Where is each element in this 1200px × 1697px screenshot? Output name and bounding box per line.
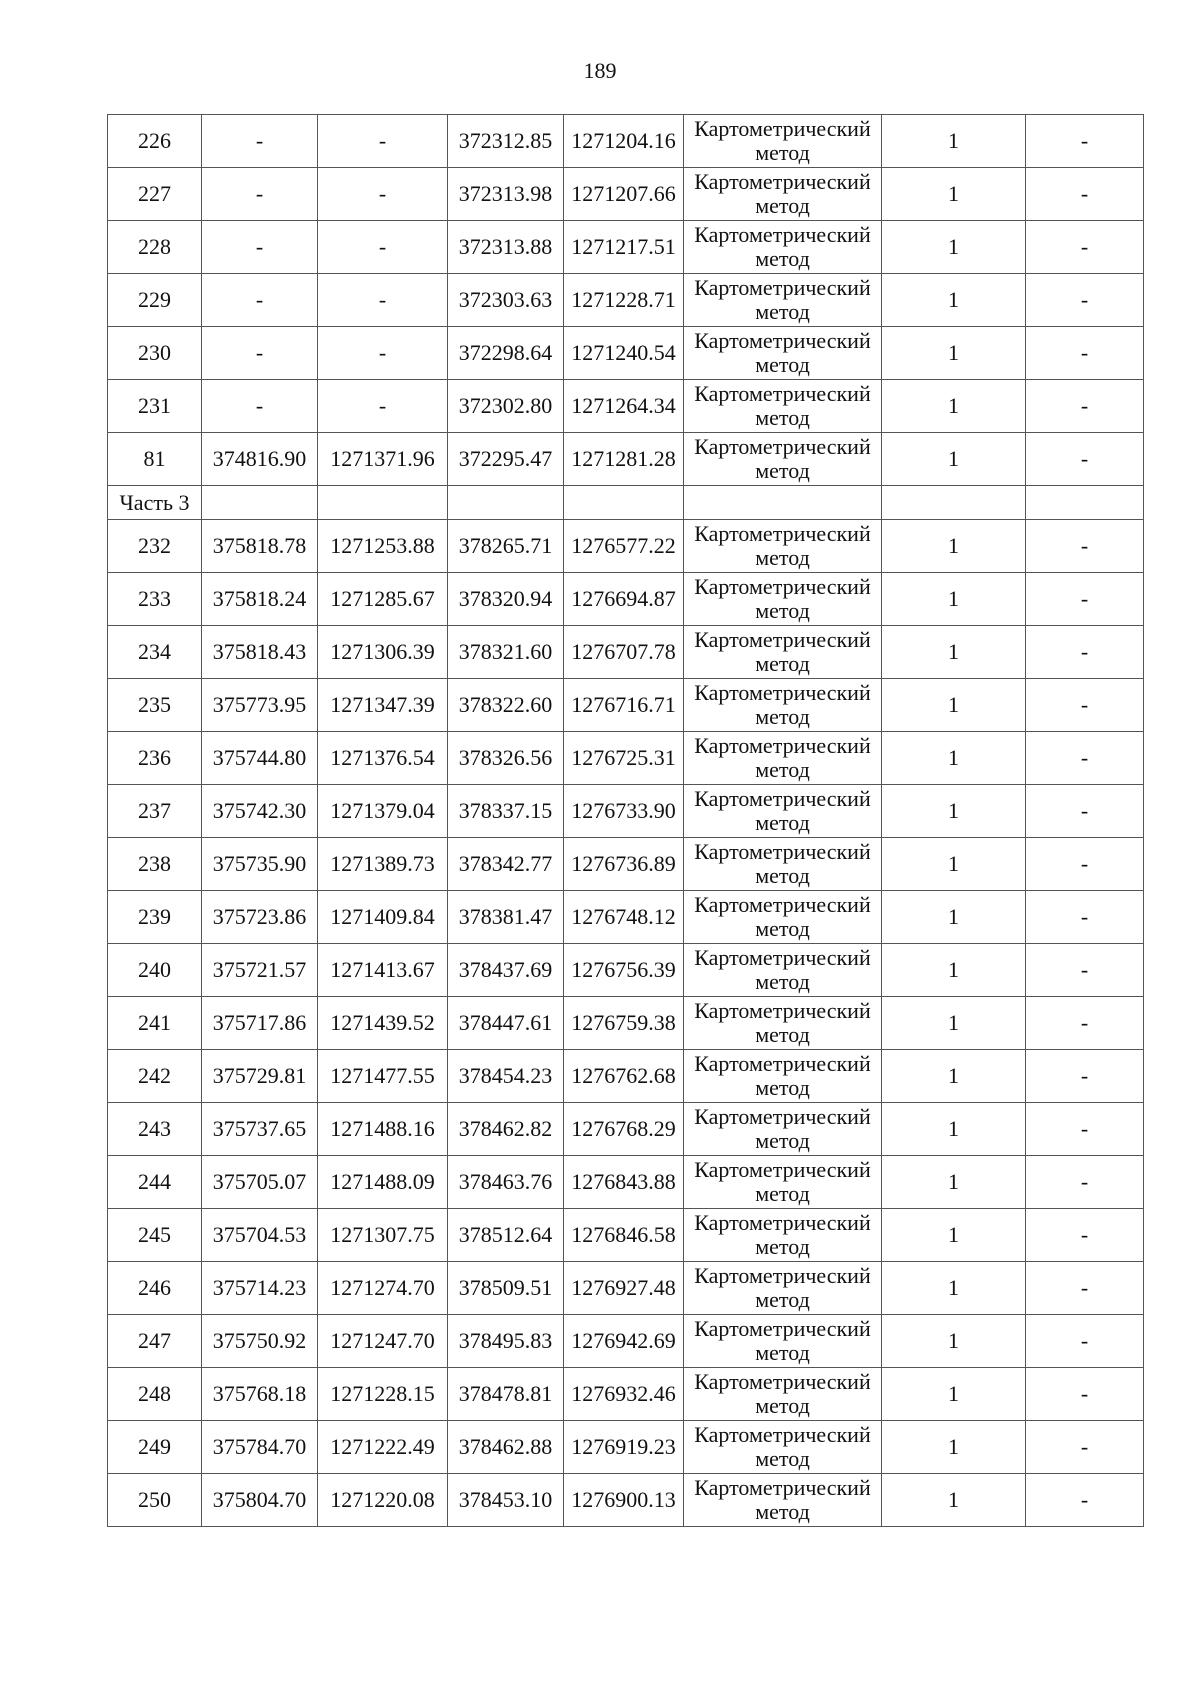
table-row (108, 573, 1144, 626)
old-x-cell: - (202, 327, 318, 380)
empty-cell (318, 486, 448, 520)
accuracy-cell: 1 (882, 1050, 1026, 1103)
method-cell (684, 1315, 882, 1368)
old-y-cell: 1271477.55 (318, 1050, 448, 1103)
old-y-cell: 1271371.96 (318, 433, 448, 486)
method-line-2: метод (755, 458, 810, 483)
note-cell: - (1026, 274, 1144, 327)
old-x-cell: 375750.92 (202, 1315, 318, 1368)
point-number-cell: 228 (108, 221, 202, 274)
old-y-cell: - (318, 221, 448, 274)
method-cell (684, 891, 882, 944)
method-line-1: Картометрический (694, 275, 871, 300)
accuracy-cell: 1 (882, 274, 1026, 327)
old-y-cell: 1271389.73 (318, 838, 448, 891)
point-number-cell: 242 (108, 1050, 202, 1103)
method-line-2: метод (755, 651, 810, 676)
new-y-cell: 1276736.89 (564, 838, 684, 891)
method-line-2: метод (755, 405, 810, 430)
note-cell: - (1026, 327, 1144, 380)
old-y-cell: 1271347.39 (318, 679, 448, 732)
accuracy-cell: 1 (882, 1262, 1026, 1315)
method-line-1: Картометрический (694, 381, 871, 406)
point-number-cell: 238 (108, 838, 202, 891)
old-y-cell: - (318, 274, 448, 327)
table-row (108, 1368, 1144, 1421)
old-y-cell: 1271307.75 (318, 1209, 448, 1262)
method-line-2: метод (755, 1393, 810, 1418)
new-x-cell: 378478.81 (448, 1368, 564, 1421)
method-line-2: метод (755, 1234, 810, 1259)
new-x-cell: 372302.80 (448, 380, 564, 433)
method-line-2: метод (755, 1287, 810, 1312)
old-x-cell: - (202, 168, 318, 221)
new-y-cell: 1276927.48 (564, 1262, 684, 1315)
method-line-1: Картометрический (694, 434, 871, 459)
new-x-cell: 378462.88 (448, 1421, 564, 1474)
table-row (108, 1262, 1144, 1315)
old-x-cell: 375735.90 (202, 838, 318, 891)
point-number-cell: 247 (108, 1315, 202, 1368)
method-line-1: Картометрический (694, 574, 871, 599)
new-y-cell: 1276707.78 (564, 626, 684, 679)
table-row (108, 1421, 1144, 1474)
method-cell (684, 1103, 882, 1156)
old-x-cell: 375742.30 (202, 785, 318, 838)
method-cell (684, 221, 882, 274)
new-x-cell: 378321.60 (448, 626, 564, 679)
method-line-2: метод (755, 704, 810, 729)
point-number-cell: 231 (108, 380, 202, 433)
note-cell: - (1026, 380, 1144, 433)
new-y-cell: 1276762.68 (564, 1050, 684, 1103)
method-line-1: Картометрический (694, 328, 871, 353)
old-x-cell: 375737.65 (202, 1103, 318, 1156)
method-cell (684, 1050, 882, 1103)
note-cell: - (1026, 115, 1144, 168)
table-row (108, 327, 1144, 380)
note-cell: - (1026, 679, 1144, 732)
empty-cell (1026, 486, 1144, 520)
note-cell: - (1026, 433, 1144, 486)
method-line-1: Картометрический (694, 1422, 871, 1447)
old-y-cell: 1271253.88 (318, 520, 448, 573)
table-row (108, 891, 1144, 944)
point-number-cell: 234 (108, 626, 202, 679)
method-line-2: метод (755, 246, 810, 271)
old-y-cell: 1271220.08 (318, 1474, 448, 1527)
accuracy-cell: 1 (882, 785, 1026, 838)
accuracy-cell: 1 (882, 732, 1026, 785)
accuracy-cell: 1 (882, 573, 1026, 626)
old-y-cell: 1271285.67 (318, 573, 448, 626)
old-y-cell: 1271228.15 (318, 1368, 448, 1421)
method-line-2: метод (755, 1446, 810, 1471)
point-number-cell: 243 (108, 1103, 202, 1156)
note-cell: - (1026, 1368, 1144, 1421)
new-x-cell: 378381.47 (448, 891, 564, 944)
method-line-1: Картометрический (694, 627, 871, 652)
method-line-1: Картометрический (694, 998, 871, 1023)
accuracy-cell: 1 (882, 838, 1026, 891)
coordinates-table (107, 114, 1144, 1527)
method-cell (684, 274, 882, 327)
empty-cell (684, 486, 882, 520)
point-number-cell: 81 (108, 433, 202, 486)
method-cell (684, 626, 882, 679)
accuracy-cell: 1 (882, 1103, 1026, 1156)
note-cell: - (1026, 520, 1144, 573)
old-x-cell: 375744.80 (202, 732, 318, 785)
point-number-cell: 237 (108, 785, 202, 838)
empty-cell (564, 486, 684, 520)
old-y-cell: 1271379.04 (318, 785, 448, 838)
point-number-cell: 245 (108, 1209, 202, 1262)
table-row (108, 732, 1144, 785)
accuracy-cell: 1 (882, 221, 1026, 274)
note-cell: - (1026, 1050, 1144, 1103)
method-line-1: Картометрический (694, 1316, 871, 1341)
point-number-cell: 233 (108, 573, 202, 626)
method-line-2: метод (755, 545, 810, 570)
accuracy-cell: 1 (882, 626, 1026, 679)
old-y-cell: - (318, 380, 448, 433)
new-y-cell: 1271264.34 (564, 380, 684, 433)
method-cell (684, 520, 882, 573)
table-row (108, 433, 1144, 486)
new-x-cell: 378509.51 (448, 1262, 564, 1315)
old-x-cell: 375804.70 (202, 1474, 318, 1527)
accuracy-cell: 1 (882, 679, 1026, 732)
method-cell (684, 1368, 882, 1421)
old-y-cell: 1271439.52 (318, 997, 448, 1050)
method-cell (684, 327, 882, 380)
new-y-cell: 1276716.71 (564, 679, 684, 732)
new-y-cell: 1276932.46 (564, 1368, 684, 1421)
new-x-cell: 378437.69 (448, 944, 564, 997)
method-line-1: Картометрический (694, 1210, 871, 1235)
table-row (108, 380, 1144, 433)
method-line-2: метод (755, 757, 810, 782)
method-line-2: метод (755, 140, 810, 165)
point-number-cell: 226 (108, 115, 202, 168)
method-line-1: Картометрический (694, 1369, 871, 1394)
old-x-cell: - (202, 274, 318, 327)
method-cell (684, 997, 882, 1050)
old-y-cell: 1271488.09 (318, 1156, 448, 1209)
table-row (108, 1050, 1144, 1103)
note-cell: - (1026, 891, 1144, 944)
accuracy-cell: 1 (882, 1474, 1026, 1527)
table-row (108, 1209, 1144, 1262)
new-x-cell: 378447.61 (448, 997, 564, 1050)
old-x-cell: 375818.78 (202, 520, 318, 573)
point-number-cell: 244 (108, 1156, 202, 1209)
new-x-cell: 372303.63 (448, 274, 564, 327)
new-x-cell: 378512.64 (448, 1209, 564, 1262)
method-line-2: метод (755, 1499, 810, 1524)
accuracy-cell: 1 (882, 997, 1026, 1050)
accuracy-cell: 1 (882, 115, 1026, 168)
method-line-2: метод (755, 598, 810, 623)
method-line-2: метод (755, 916, 810, 941)
page-number: 189 (583, 58, 617, 83)
table-row (108, 838, 1144, 891)
new-x-cell: 372313.98 (448, 168, 564, 221)
new-x-cell: 378342.77 (448, 838, 564, 891)
accuracy-cell: 1 (882, 944, 1026, 997)
old-y-cell: 1271274.70 (318, 1262, 448, 1315)
old-x-cell: 375723.86 (202, 891, 318, 944)
new-x-cell: 378337.15 (448, 785, 564, 838)
method-line-2: метод (755, 352, 810, 377)
old-x-cell: - (202, 221, 318, 274)
accuracy-cell: 1 (882, 1421, 1026, 1474)
method-line-1: Картометрический (694, 839, 871, 864)
new-x-cell: 372313.88 (448, 221, 564, 274)
method-cell (684, 168, 882, 221)
point-number-cell: 250 (108, 1474, 202, 1527)
method-line-2: метод (755, 810, 810, 835)
table-row (108, 785, 1144, 838)
accuracy-cell: 1 (882, 520, 1026, 573)
new-x-cell: 372312.85 (448, 115, 564, 168)
old-x-cell: - (202, 115, 318, 168)
old-y-cell: 1271247.70 (318, 1315, 448, 1368)
new-x-cell: 378495.83 (448, 1315, 564, 1368)
old-x-cell: 375714.23 (202, 1262, 318, 1315)
note-cell: - (1026, 1315, 1144, 1368)
method-line-2: метод (755, 1022, 810, 1047)
old-y-cell: 1271409.84 (318, 891, 448, 944)
new-y-cell: 1276577.22 (564, 520, 684, 573)
point-number-cell: 249 (108, 1421, 202, 1474)
new-x-cell: 378462.82 (448, 1103, 564, 1156)
note-cell: - (1026, 1156, 1144, 1209)
table-row (108, 520, 1144, 573)
method-line-1: Картометрический (694, 786, 871, 811)
method-cell (684, 115, 882, 168)
old-x-cell: 375729.81 (202, 1050, 318, 1103)
method-line-1: Картометрический (694, 116, 871, 141)
accuracy-cell: 1 (882, 1368, 1026, 1421)
method-cell (684, 1209, 882, 1262)
empty-cell (202, 486, 318, 520)
new-y-cell: 1276843.88 (564, 1156, 684, 1209)
point-number-cell: 240 (108, 944, 202, 997)
table-row (108, 997, 1144, 1050)
new-x-cell: 378463.76 (448, 1156, 564, 1209)
old-x-cell: 375818.24 (202, 573, 318, 626)
method-line-1: Картометрический (694, 1157, 871, 1182)
new-x-cell: 378326.56 (448, 732, 564, 785)
point-number-cell: 230 (108, 327, 202, 380)
point-number-cell: 248 (108, 1368, 202, 1421)
table-body (108, 115, 1144, 1527)
note-cell: - (1026, 944, 1144, 997)
method-cell (684, 433, 882, 486)
point-number-cell: 229 (108, 274, 202, 327)
method-cell (684, 785, 882, 838)
new-x-cell: 372295.47 (448, 433, 564, 486)
table-row (108, 944, 1144, 997)
method-line-1: Картометрический (694, 945, 871, 970)
old-x-cell: - (202, 380, 318, 433)
method-line-1: Картометрический (694, 892, 871, 917)
method-cell (684, 732, 882, 785)
section-row (108, 486, 1144, 520)
note-cell: - (1026, 1474, 1144, 1527)
table-row (108, 168, 1144, 221)
new-y-cell: 1276733.90 (564, 785, 684, 838)
point-number-cell: 227 (108, 168, 202, 221)
old-y-cell: 1271222.49 (318, 1421, 448, 1474)
new-y-cell: 1276846.58 (564, 1209, 684, 1262)
old-y-cell: 1271488.16 (318, 1103, 448, 1156)
old-y-cell: 1271306.39 (318, 626, 448, 679)
point-number-cell: 235 (108, 679, 202, 732)
method-line-2: метод (755, 863, 810, 888)
method-line-1: Картометрический (694, 680, 871, 705)
method-cell (684, 838, 882, 891)
new-x-cell: 372298.64 (448, 327, 564, 380)
old-y-cell: - (318, 115, 448, 168)
accuracy-cell: 1 (882, 168, 1026, 221)
old-y-cell: 1271376.54 (318, 732, 448, 785)
accuracy-cell: 1 (882, 891, 1026, 944)
method-line-1: Картометрический (694, 222, 871, 247)
new-x-cell: 378265.71 (448, 520, 564, 573)
method-cell (684, 1156, 882, 1209)
note-cell: - (1026, 838, 1144, 891)
new-y-cell: 1271217.51 (564, 221, 684, 274)
new-y-cell: 1271228.71 (564, 274, 684, 327)
method-cell (684, 944, 882, 997)
method-line-1: Картометрический (694, 1475, 871, 1500)
new-y-cell: 1276768.29 (564, 1103, 684, 1156)
accuracy-cell: 1 (882, 327, 1026, 380)
accuracy-cell: 1 (882, 1209, 1026, 1262)
method-cell (684, 1262, 882, 1315)
old-y-cell: - (318, 168, 448, 221)
method-line-2: метод (755, 1181, 810, 1206)
method-cell (684, 380, 882, 433)
method-cell (684, 679, 882, 732)
method-line-2: метод (755, 299, 810, 324)
new-x-cell: 378453.10 (448, 1474, 564, 1527)
new-x-cell: 378320.94 (448, 573, 564, 626)
new-y-cell: 1276942.69 (564, 1315, 684, 1368)
method-line-2: метод (755, 193, 810, 218)
old-x-cell: 374816.90 (202, 433, 318, 486)
old-x-cell: 375721.57 (202, 944, 318, 997)
empty-cell (882, 486, 1026, 520)
method-line-1: Картометрический (694, 169, 871, 194)
new-y-cell: 1276900.13 (564, 1474, 684, 1527)
section-label: Часть 3 (108, 486, 202, 520)
method-line-2: метод (755, 1075, 810, 1100)
table-row (108, 1103, 1144, 1156)
new-y-cell: 1271207.66 (564, 168, 684, 221)
method-line-2: метод (755, 969, 810, 994)
accuracy-cell: 1 (882, 1156, 1026, 1209)
table-row (108, 1474, 1144, 1527)
accuracy-cell: 1 (882, 380, 1026, 433)
point-number-cell: 232 (108, 520, 202, 573)
point-number-cell: 239 (108, 891, 202, 944)
note-cell: - (1026, 1209, 1144, 1262)
old-x-cell: 375818.43 (202, 626, 318, 679)
new-y-cell: 1276748.12 (564, 891, 684, 944)
note-cell: - (1026, 785, 1144, 838)
method-line-2: метод (755, 1128, 810, 1153)
method-line-2: метод (755, 1340, 810, 1365)
table-row (108, 1315, 1144, 1368)
old-x-cell: 375784.70 (202, 1421, 318, 1474)
table-row (108, 115, 1144, 168)
new-y-cell: 1271281.28 (564, 433, 684, 486)
accuracy-cell: 1 (882, 1315, 1026, 1368)
point-number-cell: 241 (108, 997, 202, 1050)
old-x-cell: 375705.07 (202, 1156, 318, 1209)
method-cell (684, 573, 882, 626)
note-cell: - (1026, 1421, 1144, 1474)
method-cell (684, 1474, 882, 1527)
new-y-cell: 1276694.87 (564, 573, 684, 626)
old-x-cell: 375717.86 (202, 997, 318, 1050)
note-cell: - (1026, 732, 1144, 785)
old-x-cell: 375704.53 (202, 1209, 318, 1262)
method-line-1: Картометрический (694, 1104, 871, 1129)
note-cell: - (1026, 573, 1144, 626)
method-line-1: Картометрический (694, 1051, 871, 1076)
new-y-cell: 1276756.39 (564, 944, 684, 997)
point-number-cell: 246 (108, 1262, 202, 1315)
table-row (108, 1156, 1144, 1209)
new-x-cell: 378454.23 (448, 1050, 564, 1103)
new-y-cell: 1271204.16 (564, 115, 684, 168)
old-x-cell: 375768.18 (202, 1368, 318, 1421)
note-cell: - (1026, 1103, 1144, 1156)
method-line-1: Картометрический (694, 733, 871, 758)
new-y-cell: 1276725.31 (564, 732, 684, 785)
point-number-cell: 236 (108, 732, 202, 785)
table-row (108, 274, 1144, 327)
method-cell (684, 1421, 882, 1474)
note-cell: - (1026, 221, 1144, 274)
note-cell: - (1026, 997, 1144, 1050)
method-line-1: Картометрический (694, 521, 871, 546)
new-y-cell: 1271240.54 (564, 327, 684, 380)
new-y-cell: 1276919.23 (564, 1421, 684, 1474)
empty-cell (448, 486, 564, 520)
old-x-cell: 375773.95 (202, 679, 318, 732)
old-y-cell: - (318, 327, 448, 380)
new-y-cell: 1276759.38 (564, 997, 684, 1050)
old-y-cell: 1271413.67 (318, 944, 448, 997)
table-row (108, 221, 1144, 274)
table-row (108, 679, 1144, 732)
new-x-cell: 378322.60 (448, 679, 564, 732)
note-cell: - (1026, 168, 1144, 221)
table-row (108, 626, 1144, 679)
method-line-1: Картометрический (694, 1263, 871, 1288)
note-cell: - (1026, 626, 1144, 679)
accuracy-cell: 1 (882, 433, 1026, 486)
note-cell: - (1026, 1262, 1144, 1315)
